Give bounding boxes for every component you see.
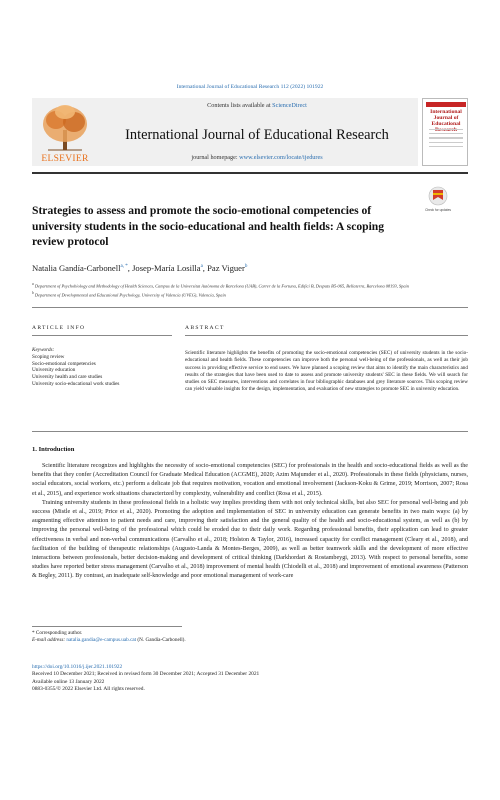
author-name[interactable]: Josep-María Losilla <box>132 263 201 273</box>
elsevier-wordmark: ELSEVIER <box>41 154 89 164</box>
author-affiliation-mark[interactable]: a, * <box>120 264 128 270</box>
email-line <box>32 637 468 644</box>
article-info-divider <box>32 335 172 336</box>
email-label: E-mail address: <box>32 637 67 644</box>
author-name[interactable]: Paz Viguer <box>207 263 245 273</box>
crossmark-icon <box>429 187 447 205</box>
abstract-heading: ABSTRACT <box>185 325 225 331</box>
affiliation-item: $^a$ Department of Psychobiology and Methodology of Health Sciences, Campus de la Universitat Autònoma de Barcelona (UAB), Carrer de la Fortuna, Edifici B, Despatx B5-065, Bellaterra, Barcelona 08193, Spain <box>32 282 409 289</box>
keyword-item: Scoping review <box>32 354 65 360</box>
cover-decoration <box>429 129 463 150</box>
elsevier-logo[interactable] <box>34 100 96 164</box>
article-info-heading: ARTICLE INFO <box>32 325 86 331</box>
affiliation-item: $^b$ Department of Developmental and Educational Psychology, University of Valencia (UVEG), Valencia, Spain <box>32 290 226 298</box>
corresponding-author-note: * Corresponding author. <box>32 630 83 636</box>
corresponding-author-footnote <box>32 630 468 645</box>
keyword-item: University socio-educational work studies <box>32 380 120 387</box>
header-divider <box>32 172 468 174</box>
author-affiliation-mark[interactable]: a <box>200 264 203 270</box>
crossmark-badge[interactable] <box>427 186 449 216</box>
abstract-text: Scientific literature highlights the benefits of promoting the socio-emotional competencies (SEC) of university students in the socio-educational and health fields. These competencies can improve both the personal well-being of the professionals, as well as their job success in providing effective service to end users. We have planned a scoping review that aims to identify the main characteristics and results of the strategies that have been used to date to assess and promote university students' SEC in these fields. We will search for studies on SEC measures, interventions and correlates in four bibliographic databases and grey literature sources. This scoping review can yield valuable insights for the design, implementation, and evaluation of new strategies to promote SEC in university education. <box>185 350 468 393</box>
received-dates: Received 10 December 2021; Received in revised form 30 December 2021; Accepted 31 December 2021 <box>32 671 260 678</box>
doi-link[interactable]: https://doi.org/10.1016/j.ijer.2021.101922 <box>32 664 123 670</box>
contents-prefix: Contents lists available at <box>207 102 273 109</box>
keywords-list <box>32 354 172 388</box>
body-paragraph: Scientific literature recognizes and highlights the necessity of socio-emotional competencies (SEC) for professionals in the health and socio-educational fields as well as the benefits that they confer (Accreditation Council for Graduate Medical Education (ACGME), 2020; Azim Majumder et al., 2020). Professionals in these fields (physicians, nurses, social educators, social workers, etc.) perform a delicate job that requires motivation, vocation and emotional involvement (Jackson-Koku & Grime, 2019; Morrison, 2007; Rosa et al., 2015), and experience work situations characterized by complexity, vulnerability and conflict (Rosa et al., 2015). <box>32 463 468 497</box>
cover-title: International Journal of Educational <box>430 109 462 127</box>
abstract-divider <box>185 335 468 336</box>
publication-metadata <box>32 664 468 694</box>
affiliation-divider <box>32 307 468 308</box>
affiliations <box>32 281 472 299</box>
author-affiliation-mark[interactable]: b <box>244 264 248 270</box>
copyright-line: 0883-0355/© 2022 Elsevier Ltd. All rights reserved. <box>32 686 145 693</box>
sciencedirect-link[interactable]: ScienceDirect <box>272 102 307 109</box>
journal-homepage-line <box>100 154 414 161</box>
homepage-prefix: journal homepage: <box>191 154 240 161</box>
journal-cover-thumbnail[interactable] <box>422 98 468 166</box>
keywords-label: Keywords: <box>32 347 55 353</box>
journal-title: International Journal of Educational Research <box>125 127 389 143</box>
section-heading-introduction: 1. Introduction <box>32 446 75 453</box>
footnote-divider <box>32 626 182 627</box>
email-suffix: (N. Gandía-Carbonell). <box>136 637 186 644</box>
keyword-item: University health and care studies <box>32 374 103 381</box>
author-email-link[interactable]: natalia.gandia@e-campus.uab.cat <box>66 637 137 644</box>
body-paragraph: Training university students in these professional fields in a holistic way implies providing them with not only technical skills, but also SEC for personal well-being and job success (Mistle et al., 2019; Price et al., 2020). Promoting the adoption and implementation of SEC in university education can generate benefits in two main ways: (a) by augmenting effective attention to patient needs and care, improving their satisfaction and the general quality of the health and socio-educational system, as well as (b) by improving the personal well-being of the professional which could be eroded due to their daily work. Regarding professional benefits, their application can lead to greater effectiveness in verbal and non-verbal communications (Carvalho et al., 2018; Holston & Taylor, 2016), increased capacity for conflict management (Cleary et al., 2018), and facilitation of the building of therapeutic relationships (Augusto-Landa & Montes-Berges, 2009), as well as better teamwork skills and the development of more effective interactions between professionals, better decision-making and development of critical thinking (Darkhordari & Rostambeygi, 2013). With respect to personal benefits, some studies have reported better stress management (Carvalho et al., 2018) improvement of mental health (Chiodelli et al., 2018) and improvement of emotional awareness (Patterson & Begley, 2011). By contrast, an inadequate self-knowledge and poor emotional management of work-care <box>32 499 468 580</box>
keyword-item: University education <box>32 367 76 374</box>
contents-available-line <box>100 102 414 109</box>
journal-citation-header[interactable]: International Journal of Educational Research 112 (2022) 101922 <box>176 84 324 90</box>
introduction-body <box>32 462 468 582</box>
author-list: Natalia Gandía-Carbonell$^{a, *}$, Josep-María Losilla$^a$, Paz Viguer$^b$ <box>32 263 248 273</box>
cover-top-band <box>426 102 466 107</box>
crossmark-label: Check for updates <box>425 208 451 212</box>
author-name[interactable]: Natalia Gandía-Carbonell <box>32 263 121 273</box>
article-title: Strategies to assess and promote the socio-emotional competencies of university students in the socio-educational and health fields: A scoping review protocol <box>32 204 385 248</box>
available-online-date: Available online 13 January 2022 <box>32 678 105 685</box>
keyword-item: Socio-emotional competencies <box>32 360 96 367</box>
journal-homepage-link[interactable]: www.elsevier.com/locate/ijedures <box>239 154 323 161</box>
abstract-bottom-divider <box>32 431 468 432</box>
